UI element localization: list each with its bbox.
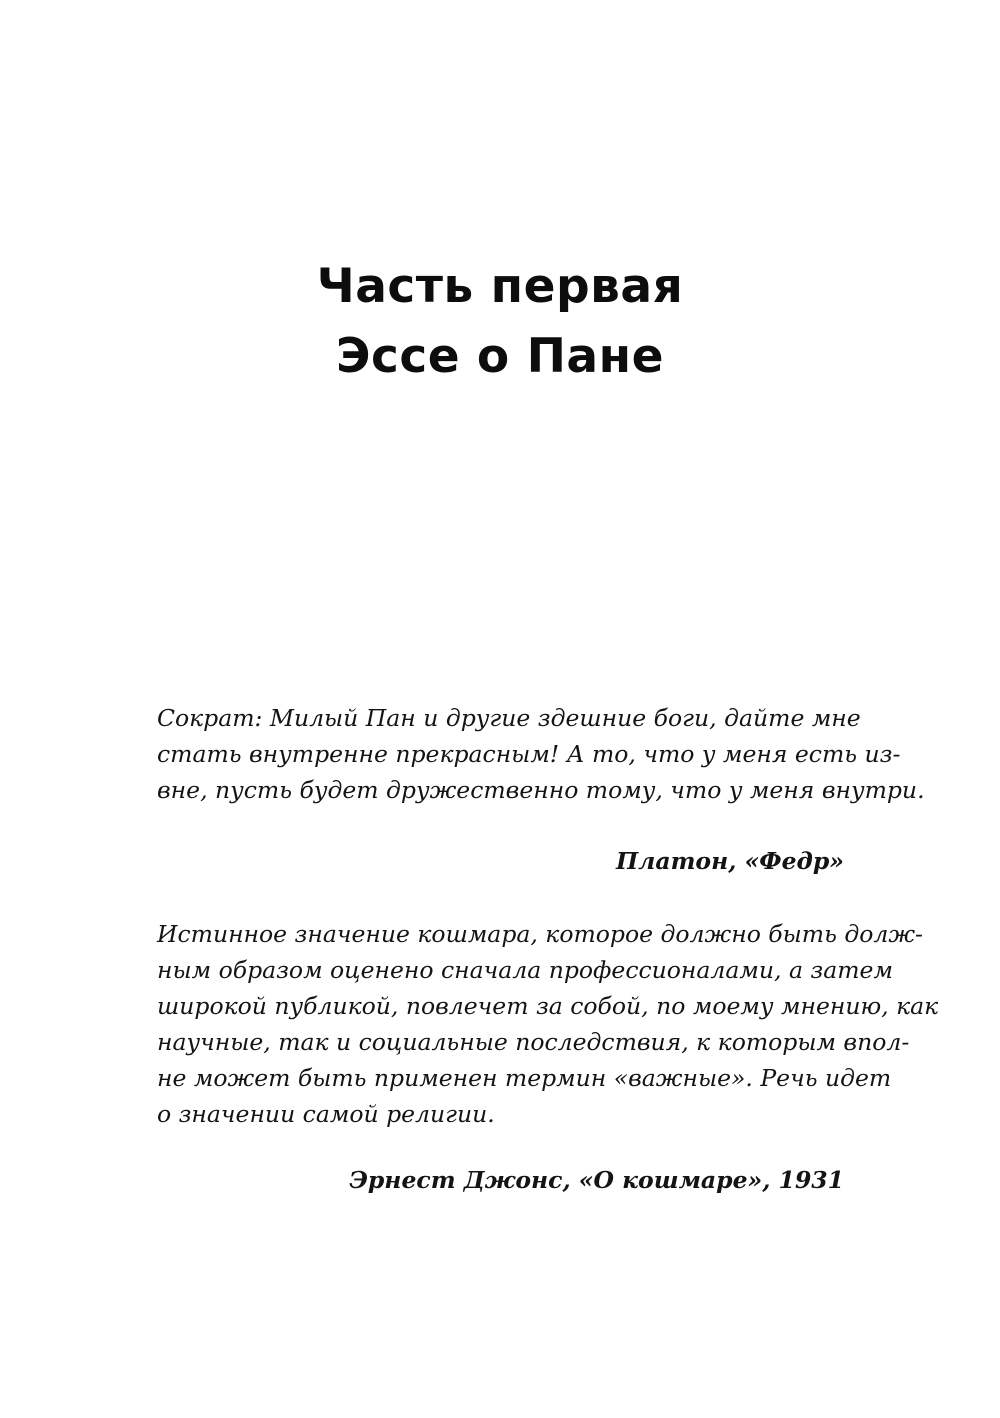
epigraph-1-attribution: Платон, «Федр»	[615, 847, 844, 875]
epigraph-2-line: о значении самой религии.	[157, 1100, 495, 1128]
epigraph-quote-2	[157, 916, 939, 1132]
epigraph-2-line: широкой публикой, повлечет за собой, по моему мнению, как	[157, 992, 939, 1020]
epigraph-1-line: Сократ: Милый Пан и другие здешние боги, дайте мне	[157, 704, 861, 732]
part-title-line-1: Часть первая	[316, 259, 684, 314]
epigraph-2-line: научные, так и социальные последствия, к которым впол-	[157, 1028, 910, 1056]
epigraph-2-line: Истинное значение кошмара, которое должно быть долж-	[157, 920, 923, 948]
epigraph-quote-1	[157, 700, 925, 808]
epigraph-2-line: ным образом оценено сначала профессионалами, а затем	[157, 956, 893, 984]
epigraph-1-line: стать внутренне прекрасным! А то, что у меня есть из-	[157, 740, 901, 768]
part-title-line-2: Эссе о Пане	[335, 329, 664, 384]
epigraph-2-line: не может быть применен термин «важные». Речь идет	[157, 1064, 892, 1092]
part-title	[0, 252, 1000, 392]
epigraph-1-line: вне, пусть будет дружественно тому, что у меня внутри.	[157, 776, 925, 804]
epigraph-2-attribution: Эрнест Джонс, «О кошмаре», 1931	[349, 1166, 844, 1194]
